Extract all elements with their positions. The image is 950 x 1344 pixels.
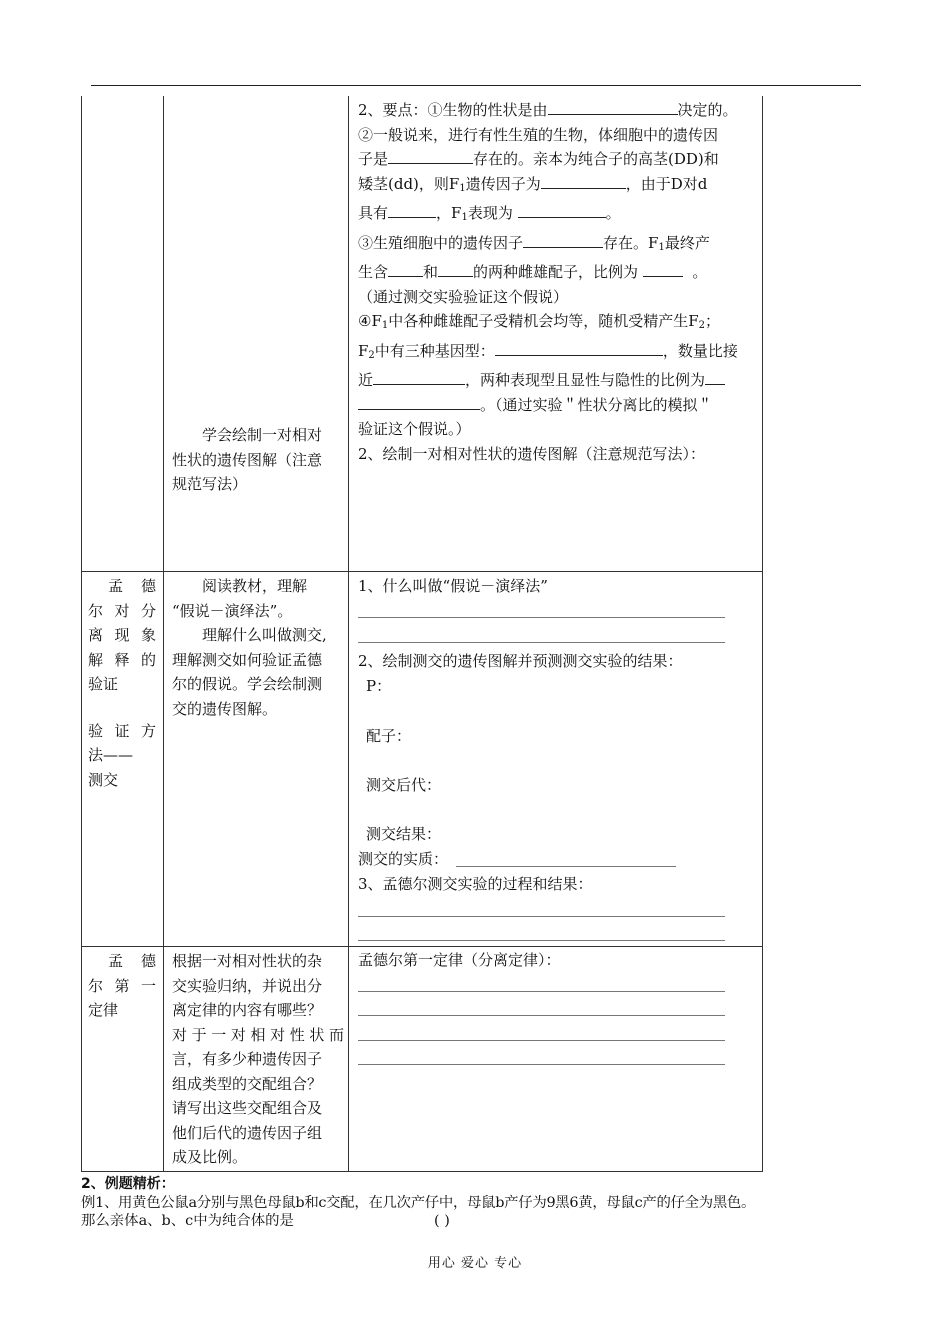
answer-line[interactable] [358, 1040, 725, 1041]
point-4-line-2 [358, 339, 758, 369]
point-3-line-1 [358, 231, 758, 261]
goal-text: 言，有多少种遗传因子 [172, 1050, 323, 1068]
point-2-line-2 [358, 147, 758, 172]
point-4-text: ，数量比接 [662, 341, 738, 360]
table-col-divider-1 [163, 96, 164, 1171]
subscript: 1 [381, 320, 389, 331]
table-border-bottom [81, 1171, 763, 1172]
question-1: 1、什么叫做“假说－演绎法” [358, 577, 548, 595]
point-2-text: 。 [605, 204, 621, 222]
answer-blank[interactable] [388, 261, 423, 277]
row3-goal [172, 949, 344, 1170]
point-2-text: 具有 [358, 204, 389, 222]
answer-blank[interactable] [643, 261, 683, 277]
point-4-text: F [358, 341, 369, 360]
point-4-text: 。（通过实验＂性状分离比的模拟＂ [480, 395, 713, 414]
goal-text: 离定律的内容有哪些？ [172, 1001, 323, 1019]
point-4-line-1 [358, 309, 758, 339]
point-2-line-3 [358, 172, 758, 202]
goal-text: 规范写法） [172, 475, 248, 493]
answer-line[interactable] [358, 1064, 725, 1065]
answer-blank[interactable] [495, 340, 663, 356]
topic-line: 定律 [88, 1001, 119, 1019]
topic-line: 测交 [88, 770, 119, 789]
point-4-text: ，两种表现型且显性与隐性的比例为 [465, 371, 706, 389]
page-footer: 用心 爱心 专心 [427, 1256, 523, 1271]
point-2-text: 表现为 [467, 204, 513, 222]
topic-line: 验证方 [88, 721, 156, 740]
question-2: 2、绘制测交的遗传图解并预测测交实验的结果： [358, 652, 683, 670]
answer-blank[interactable] [373, 369, 465, 385]
topic-line: 离现象 [88, 626, 156, 644]
goal-text: 请写出这些交配组合及 [172, 1099, 323, 1117]
question-3: 3、孟德尔测交实验的过程和结果： [358, 875, 593, 893]
goal-text: “假说－演绎法”。 [172, 601, 293, 620]
point-3-text: 存在。F [603, 233, 659, 252]
goal-text: 根据一对相对性状的杂 [172, 952, 323, 970]
goal-text: 学会绘制一对相对 [202, 426, 323, 444]
topic-line: 验证 [88, 675, 119, 693]
table-border-left [81, 96, 82, 1171]
point-2-text: 矮茎(dd)，则F [358, 174, 460, 193]
row1-content [358, 98, 758, 466]
row3-topic [88, 949, 156, 1023]
point-3-text: ③生殖细胞中的遗传因子 [358, 233, 524, 252]
point-4-text: 近 [358, 371, 374, 389]
point-3-text: 和 [423, 263, 439, 281]
gamete-label: 配子： [366, 727, 412, 745]
point-3-text: 。 [692, 263, 708, 281]
answer-blank[interactable] [548, 99, 678, 115]
row2-goal [172, 574, 344, 721]
example-1-question: 例1、用黄色公鼠a分别与黑色母鼠b和c交配，在几次产仔中，母鼠b产仔为9黑6黄，母鼠c产的仔全为黑色。 [81, 1195, 756, 1211]
row1-goal [172, 423, 344, 497]
answer-line[interactable] [358, 940, 725, 941]
draw-diagram-prompt [358, 442, 758, 467]
point-2-text: ，由于D对d [625, 174, 708, 193]
subscript: 1 [461, 212, 468, 223]
answer-line[interactable] [358, 1015, 725, 1016]
topic-line: 孟德 [108, 952, 156, 970]
topic-line: 解释的 [88, 650, 156, 669]
essence-line [358, 849, 448, 869]
subscript: 1 [459, 182, 466, 194]
point-1-text: 2、要点：①生物的性状是由 [358, 101, 548, 119]
table-col-divider-2 [348, 96, 349, 1171]
table-border-right [762, 96, 763, 1171]
point-2-line-1 [358, 123, 758, 148]
point-1-line [358, 98, 758, 123]
point-4-line-3 [358, 368, 758, 393]
example-1-question-tail: 那么亲体a、b、c中为纯合体的是 [81, 1213, 294, 1229]
topic-line: 尔对分 [88, 601, 156, 620]
point-2-text: 遗传因子为 [465, 174, 541, 193]
answer-blank[interactable] [388, 202, 436, 218]
answer-blank[interactable] [388, 148, 473, 164]
goal-text: 交实验归纳，并说出分 [172, 976, 323, 995]
offspring-label: 测交后代： [366, 776, 442, 794]
subscript: 2 [698, 320, 706, 331]
answer-bracket[interactable]: ( ) [434, 1213, 450, 1229]
answer-blank[interactable] [358, 394, 480, 410]
goal-text: 对于一对相对性状而 [172, 1025, 344, 1044]
point-3-text: 生含 [358, 263, 389, 281]
answer-line[interactable] [358, 642, 725, 643]
point-4-line-4 [358, 393, 758, 418]
answer-blank[interactable] [541, 173, 626, 189]
point-1-tail: 决定的。 [677, 101, 738, 119]
answer-line[interactable] [358, 617, 725, 618]
header-rule [91, 85, 861, 86]
table-row-divider-2 [81, 946, 763, 947]
answer-blank[interactable] [705, 369, 725, 385]
result-label: 测交结果： [366, 825, 442, 843]
point-2-text: 存在的。亲本为纯合子的高茎(DD)和 [473, 150, 719, 168]
answer-blank[interactable] [523, 232, 603, 248]
row2-topic [88, 574, 156, 792]
subscript: 2 [368, 349, 375, 361]
point-2-text: 子是 [358, 150, 389, 168]
point-2-line-4 [358, 201, 758, 231]
parent-label: P： [366, 677, 392, 695]
essence-label: 测交的实质： [358, 850, 449, 868]
point-3-text: 的两种雌雄配子，比例为 [473, 263, 639, 281]
goal-text: 成及比例。 [172, 1148, 248, 1166]
goal-text: 理解什么叫做测交, [202, 626, 327, 644]
point-4-text: ④F [358, 312, 382, 330]
point-4-text: ； [705, 312, 721, 330]
point-4-text: 中有三种基因型： [374, 341, 495, 360]
answer-line[interactable] [456, 866, 676, 867]
separation-law-prompt: 孟德尔第一定律（分离定律）： [358, 951, 561, 969]
subscript: 1 [658, 241, 665, 253]
answer-line[interactable] [358, 916, 725, 917]
answer-blank[interactable] [518, 202, 606, 218]
point-3-text: 最终产 [664, 233, 710, 252]
table-row-divider-1 [81, 571, 763, 572]
point-3-line-2 [358, 260, 758, 285]
point-4-text: 中各种雌雄配子受精机会均等，随机受精产生F [388, 312, 699, 330]
topic-line: 孟德 [108, 577, 156, 595]
goal-text: 尔的假说。学会绘制测 [172, 675, 323, 693]
example-1-question-line-2 [81, 1212, 294, 1230]
goal-text: 组成类型的交配组合？ [172, 1074, 323, 1093]
answer-blank[interactable] [438, 261, 473, 277]
point-2-text: ②一般说来，进行有性生殖的生物，体细胞中的遗传因 [358, 125, 719, 144]
goal-text: 交的遗传图解。 [172, 699, 278, 718]
goal-text: 性状的遗传图解（注意 [172, 450, 323, 469]
example-heading: 2、例题精析： [81, 1176, 175, 1192]
point-2-text: ，F [436, 204, 462, 222]
goal-text: 阅读教材，理解 [202, 577, 308, 595]
point-3-line-3 [358, 285, 758, 310]
point-3-text: （通过测交实验验证这个假说） [358, 287, 569, 306]
goal-text: 理解测交如何验证孟德 [172, 650, 323, 669]
answer-line[interactable] [358, 991, 725, 992]
draw-diagram-title: 2、绘制一对相对性状的遗传图解（注意规范写法）： [358, 444, 706, 463]
topic-line: 法—— [88, 746, 134, 764]
topic-line: 尔第一 [88, 976, 156, 995]
goal-text: 他们后代的遗传因子组 [172, 1123, 323, 1142]
point-4-text: 验证这个假说。） [358, 420, 471, 438]
point-4-line-5 [358, 417, 758, 442]
